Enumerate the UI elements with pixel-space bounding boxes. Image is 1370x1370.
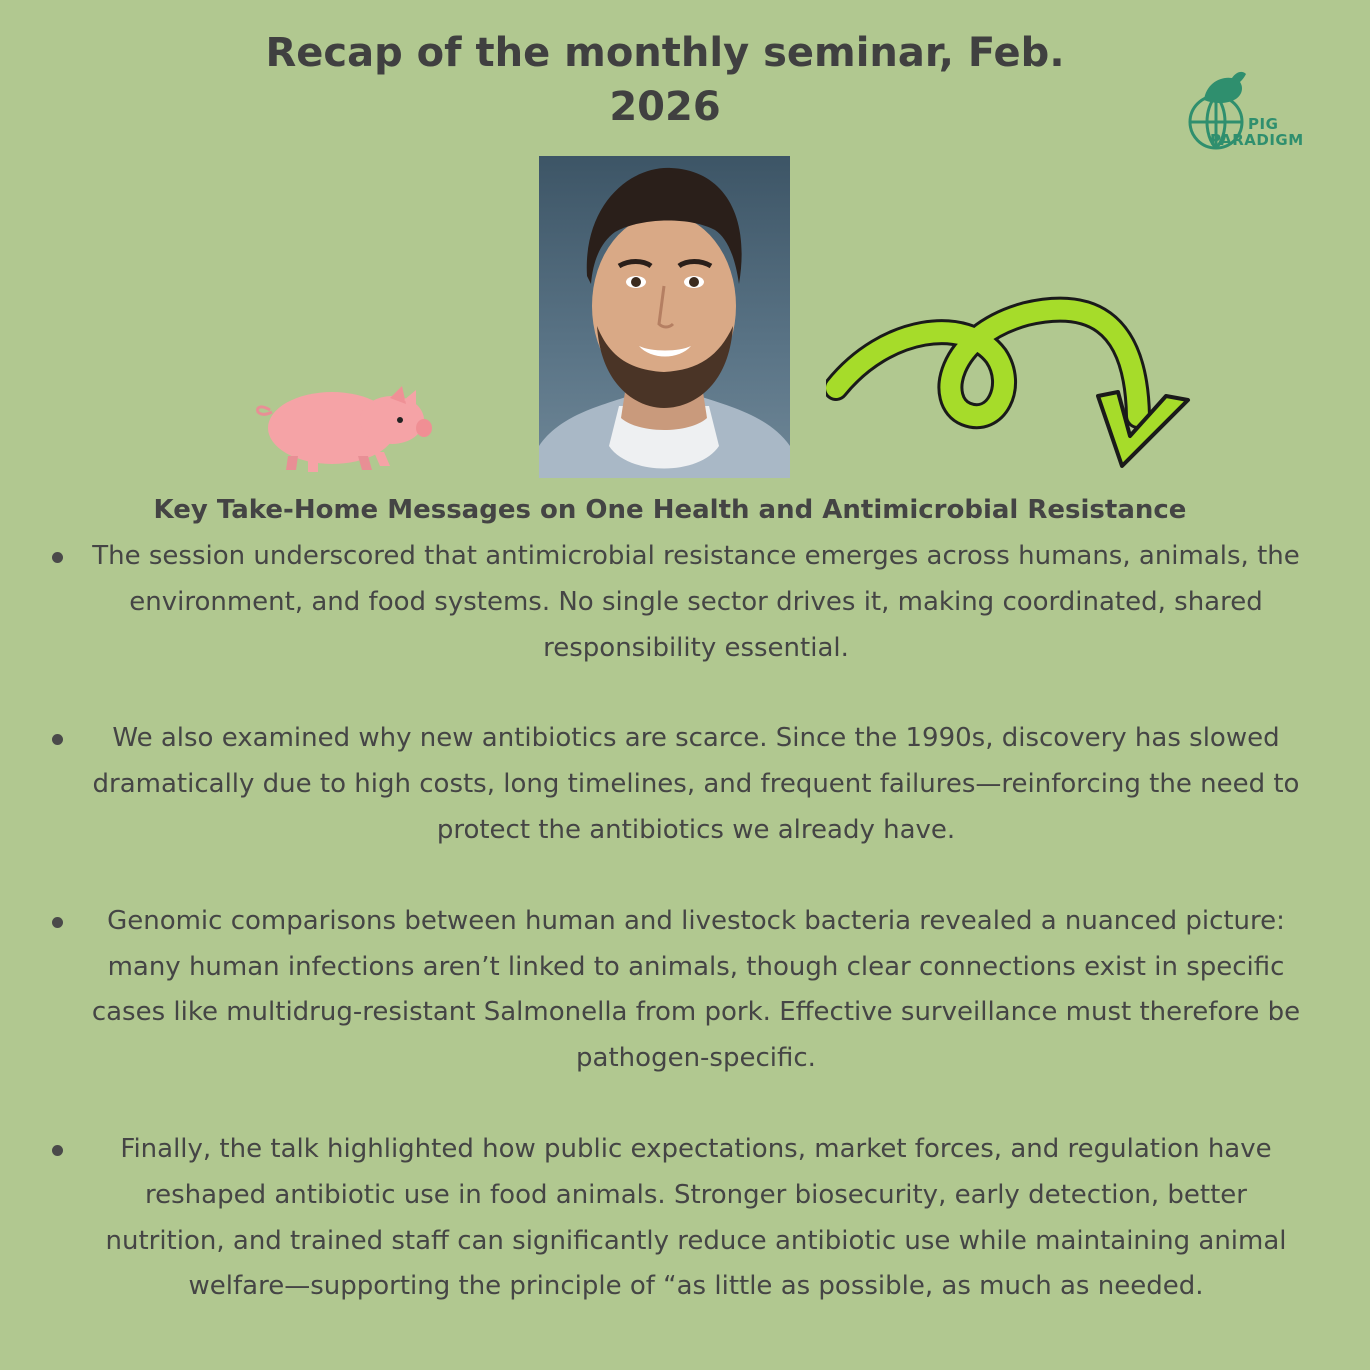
pig-illustration: [252, 380, 434, 476]
section-heading: Key Take-Home Messages on One Health and Antimicrobial Resistance: [153, 495, 1187, 525]
curly-arrow-icon: [826, 296, 1198, 480]
pig-icon: [252, 380, 434, 476]
logo-text-line2: PARADIGM: [1210, 131, 1304, 149]
bullet-icon: [52, 917, 63, 928]
logo: [1180, 66, 1320, 156]
list-item-text: Genomic comparisons between human and livestock bacteria revealed a nuanced picture: many human infections aren’t linked to animals, though clear connections exist in specific cases like multidrug-resistant Salmonella from pork. Effective surveillance must therefore be pathogen-specific.: [91, 905, 1301, 1074]
logo-text-line1: PIG: [1248, 115, 1279, 133]
page-title: Recap of the monthly seminar, Feb. 2026: [265, 30, 1065, 130]
bullet-icon: [52, 552, 63, 563]
speaker-portrait-icon: [539, 156, 790, 478]
bullet-icon: [52, 1145, 63, 1156]
speaker-photo: [539, 156, 790, 478]
curly-arrow: [826, 296, 1198, 480]
list-item: [40, 716, 1340, 853]
list-item: [40, 899, 1340, 1082]
list-item-text: Finally, the talk highlighted how public expectations, market forces, and regulation have reshaped antibiotic use in food animals. Stronger biosecurity, early detection, better nutrition, and trained staff can significantly reduce antibiotic use while maintaining animal welfare—supporting the principle of “as little as possible, as much as needed.: [105, 1133, 1287, 1302]
list-item: [40, 1127, 1340, 1310]
list-item-text: We also examined why new antibiotics are scarce. Since the 1990s, discovery has slowed dramatically due to high costs, long timelines, and frequent failures—reinforcing the need to protect the antibiotics we already have.: [92, 723, 1300, 845]
list-item-text: The session underscored that antimicrobial resistance emerges across humans, animals, the environment, and food systems. No single sector drives it, making coordinated, shared responsibility essential.: [92, 541, 1300, 663]
bullet-icon: [52, 734, 63, 745]
takeaways-list: [40, 534, 1340, 1355]
list-item: [40, 534, 1340, 671]
